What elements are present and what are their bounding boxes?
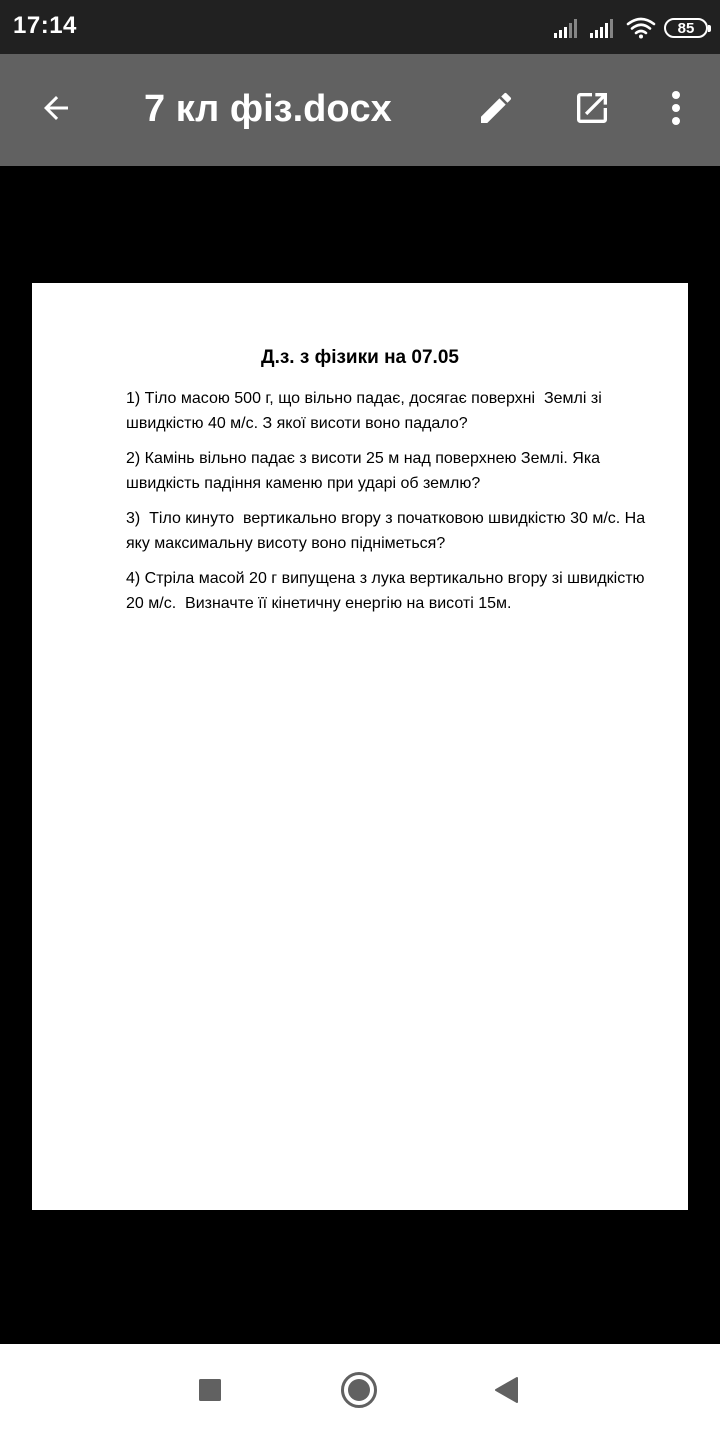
- recents-button[interactable]: [184, 1366, 236, 1418]
- system-back-button[interactable]: [480, 1366, 532, 1418]
- status-bar: [0, 0, 720, 54]
- system-nav-bar: [0, 1344, 720, 1440]
- battery-icon: 85: [664, 18, 708, 38]
- recents-square-icon: [198, 1378, 222, 1407]
- edit-pencil-icon: [476, 88, 516, 133]
- back-triangle-icon: [493, 1376, 519, 1409]
- task-list: [126, 387, 650, 627]
- document-viewer[interactable]: [0, 166, 720, 1344]
- task-item: 3) Тіло кинуто вертикально вгору з початковою швидкістю 30 м/с. На яку максимальну висоту воно підніметься?: [126, 510, 650, 552]
- more-vert-icon: [670, 90, 682, 131]
- home-button[interactable]: [333, 1366, 385, 1418]
- task-item: 1) Тіло масою 500 г, що вільно падає, досягає поверхні Землі зі швидкістю 40 м/с. З якої висоти воно падало?: [126, 390, 607, 432]
- edit-button[interactable]: [468, 82, 524, 138]
- back-arrow-icon: [38, 90, 74, 131]
- status-icons: [554, 14, 708, 42]
- wifi-icon: [626, 17, 656, 39]
- status-time: 17:14: [13, 12, 77, 39]
- back-button[interactable]: [28, 82, 84, 138]
- open-external-icon: [572, 88, 612, 133]
- app-bar: [0, 54, 720, 166]
- task-item: 2) Камінь вільно падає з висоти 25 м над поверхнею Землі. Яка швидкість падіння каменю при ударі об землю?: [126, 450, 605, 492]
- document-heading: Д.з. з фізики на 07.05: [261, 347, 459, 368]
- home-circle-icon: [340, 1371, 378, 1414]
- more-options-button[interactable]: [648, 82, 704, 138]
- open-in-app-button[interactable]: [564, 82, 620, 138]
- document-title: 7 кл фіз.docx: [144, 88, 392, 130]
- task-item: 4) Стріла масой 20 г випущена з лука вертикально вгору зі швидкістю 20 м/с. Визначте її кінетичну енергію на висоті 15м.: [126, 570, 650, 612]
- signal-icon: [590, 18, 618, 38]
- document-page[interactable]: [32, 283, 688, 1210]
- signal-icon: [554, 18, 582, 38]
